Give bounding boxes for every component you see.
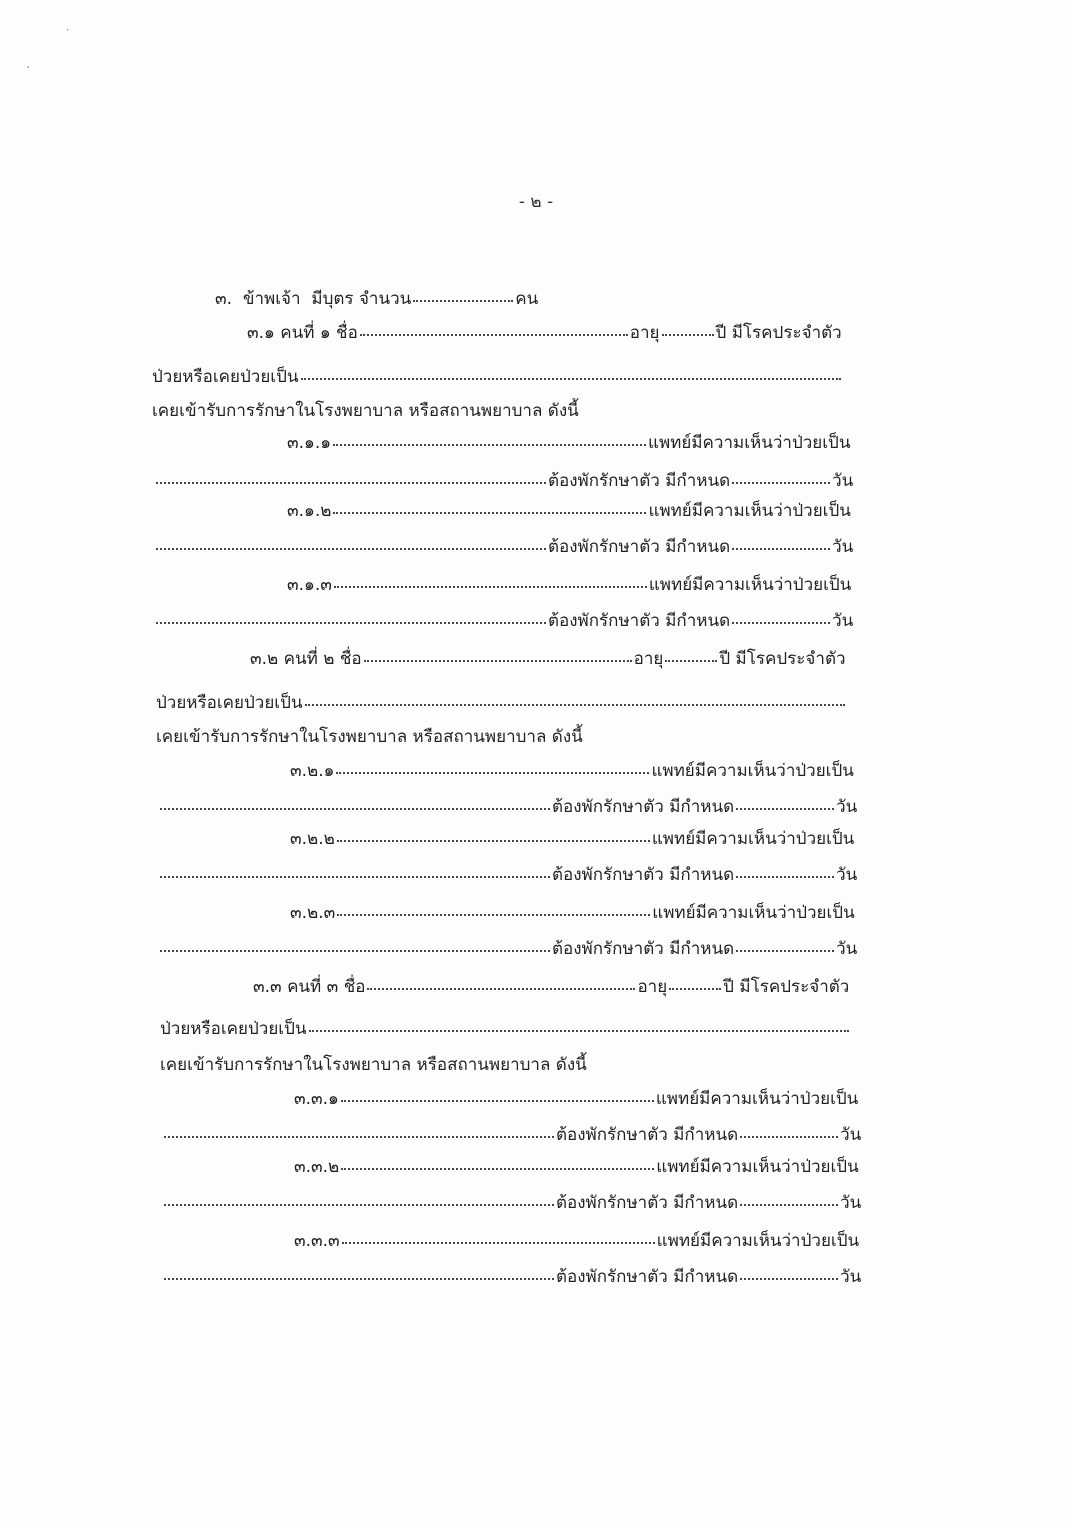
treatment-line (294, 1088, 858, 1110)
day-label: วัน (840, 1125, 862, 1145)
child-age-field[interactable] (665, 656, 717, 662)
sick-line (156, 692, 847, 714)
age-label: อายุ (633, 649, 664, 669)
doctor-opinion-label: แพทย์มีความเห็นว่าป่วยเป็น (648, 501, 851, 521)
rest-line (162, 1124, 861, 1146)
kon-thi-label: คนที่ (287, 977, 322, 997)
rest-line (154, 470, 853, 492)
hospital-field[interactable] (337, 836, 650, 842)
child-ordinal: ๑ (319, 323, 331, 343)
day-label: วัน (836, 797, 858, 817)
rest-days-field[interactable] (732, 478, 830, 484)
intro-unit: คน (515, 289, 539, 309)
scan-speck: ˙ (64, 28, 71, 44)
treatment-line (294, 1156, 859, 1178)
disease-label: ปี มีโรคประจำตัว (719, 649, 846, 669)
rest-days-field[interactable] (740, 1132, 838, 1138)
admitted-label: เคยเข้ารับการรักษาในโรงพยาบาล หรือสถานพยาบาล ดังนี้ (160, 1055, 587, 1075)
rest-line (158, 938, 857, 960)
rest-line (158, 864, 857, 886)
admitted-line (156, 726, 583, 748)
name-label: ชื่อ (336, 323, 358, 343)
child-header-line (247, 322, 842, 344)
diagnosis-field[interactable] (160, 946, 550, 952)
illness-field[interactable] (309, 1026, 849, 1032)
intro-text-1: ข้าพเจ้า (242, 289, 301, 309)
rest-label: ต้องพักรักษาตัว มีกำหนด (556, 1125, 739, 1145)
day-label: วัน (836, 939, 858, 959)
day-label: วัน (836, 865, 858, 885)
intro-text-2: มีบุตร (311, 289, 354, 309)
diagnosis-field[interactable] (160, 804, 550, 810)
treatment-number: ๓.๓.๓ (294, 1231, 340, 1251)
hospital-field[interactable] (333, 508, 646, 514)
rest-days-field[interactable] (740, 1274, 838, 1280)
rest-line (154, 536, 853, 558)
treatment-line (290, 902, 855, 924)
rest-label: ต้องพักรักษาตัว มีกำหนด (556, 1193, 739, 1213)
section-number: ๓. (215, 289, 233, 309)
child-ordinal: ๓ (326, 977, 339, 997)
rest-line (162, 1266, 861, 1288)
doctor-opinion-label: แพทย์มีความเห็นว่าป่วยเป็น (655, 1089, 859, 1109)
rest-label: ต้องพักรักษาตัว มีกำหนด (552, 797, 735, 817)
rest-days-field[interactable] (736, 804, 834, 810)
hospital-field[interactable] (336, 768, 649, 774)
rest-days-field[interactable] (736, 946, 834, 952)
child-age-field[interactable] (662, 330, 714, 336)
rest-label: ต้องพักรักษาตัว มีกำหนด (556, 1267, 739, 1287)
treatment-line (294, 1230, 859, 1252)
hospital-field[interactable] (342, 1238, 655, 1244)
sick-label: ป่วยหรือเคยป่วยเป็น (156, 693, 303, 713)
diagnosis-field[interactable] (156, 478, 546, 484)
child-name-field[interactable] (360, 330, 628, 336)
diagnosis-field[interactable] (164, 1132, 554, 1138)
age-label: อายุ (629, 323, 660, 343)
rest-label: ต้องพักรักษาตัว มีกำหนด (548, 611, 731, 631)
day-label: วัน (840, 1267, 862, 1287)
treatment-number: ๓.๑.๓ (287, 575, 332, 595)
rest-days-field[interactable] (740, 1200, 838, 1206)
disease-label: ปี มีโรคประจำตัว (723, 977, 850, 997)
disease-label: ปี มีโรคประจำตัว (715, 323, 842, 343)
hospital-field[interactable] (341, 1096, 654, 1102)
intro-text-3: จำนวน (358, 289, 412, 309)
treatment-number: ๓.๒.๑ (290, 761, 335, 781)
treatment-number: ๓.๒.๒ (290, 829, 335, 849)
rest-label: ต้องพักรักษาตัว มีกำหนด (552, 865, 735, 885)
rest-days-field[interactable] (736, 872, 834, 878)
treatment-number: ๓.๓.๑ (294, 1089, 339, 1109)
child-header-line (253, 976, 849, 998)
admitted-line (152, 400, 579, 422)
day-label: วัน (832, 537, 854, 557)
admitted-label: เคยเข้ารับการรักษาในโรงพยาบาล หรือสถานพยาบาล ดังนี้ (156, 727, 583, 747)
admitted-line (160, 1054, 587, 1076)
rest-days-field[interactable] (732, 618, 830, 624)
day-label: วัน (832, 611, 854, 631)
illness-field[interactable] (305, 700, 845, 706)
kon-thi-label: คนที่ (280, 323, 315, 343)
admitted-label: เคยเข้ารับการรักษาในโรงพยาบาล หรือสถานพยาบาล ดังนี้ (152, 401, 579, 421)
treatment-line (287, 432, 850, 454)
sick-label: ป่วยหรือเคยป่วยเป็น (160, 1019, 307, 1039)
treatment-number: ๓.๓.๒ (294, 1157, 340, 1177)
child-number: ๓.๒ (250, 649, 279, 669)
age-label: อายุ (637, 977, 668, 997)
children-count-field[interactable] (413, 296, 513, 302)
diagnosis-field[interactable] (164, 1274, 554, 1280)
diagnosis-field[interactable] (164, 1200, 554, 1206)
child-age-field[interactable] (669, 984, 721, 990)
kon-thi-label: คนที่ (283, 649, 318, 669)
treatment-line (287, 574, 851, 596)
doctor-opinion-label: แพทย์มีความเห็นว่าป่วยเป็น (656, 1231, 860, 1251)
doctor-opinion-label: แพทย์มีความเห็นว่าป่วยเป็น (648, 433, 851, 453)
treatment-line (290, 760, 854, 782)
rest-line (154, 610, 853, 632)
page-number: - ๒ - (518, 192, 554, 212)
rest-days-field[interactable] (732, 544, 830, 550)
day-label: วัน (840, 1193, 862, 1213)
hospital-field[interactable] (334, 582, 647, 588)
intro-line (215, 288, 538, 310)
treatment-number: ๓.๑.๑ (287, 433, 332, 453)
rest-label: ต้องพักรักษาตัว มีกำหนด (552, 939, 735, 959)
name-label: ชื่อ (339, 649, 362, 669)
diagnosis-field[interactable] (156, 618, 546, 624)
rest-line (162, 1192, 861, 1214)
sick-line (152, 366, 843, 388)
child-number: ๓.๓ (253, 977, 282, 997)
treatment-line (287, 500, 851, 522)
child-ordinal: ๒ (323, 649, 335, 669)
doctor-opinion-label: แพทย์มีความเห็นว่าป่วยเป็น (648, 575, 852, 595)
doctor-opinion-label: แพทย์มีความเห็นว่าป่วยเป็น (651, 761, 854, 781)
rest-line (158, 796, 857, 818)
hospital-field[interactable] (341, 1164, 654, 1170)
treatment-number: ๓.๑.๒ (287, 501, 332, 521)
hospital-field[interactable] (333, 440, 646, 446)
rest-label: ต้องพักรักษาตัว มีกำหนด (548, 471, 731, 491)
doctor-opinion-label: แพทย์มีความเห็นว่าป่วยเป็น (652, 903, 855, 923)
treatment-number: ๓.๒.๓ (290, 903, 336, 923)
rest-label: ต้องพักรักษาตัว มีกำหนด (548, 537, 731, 557)
diagnosis-field[interactable] (156, 544, 546, 550)
sick-line (160, 1018, 851, 1040)
hospital-field[interactable] (337, 910, 650, 916)
name-label: ชื่อ (343, 977, 366, 997)
illness-field[interactable] (301, 374, 841, 380)
child-name-field[interactable] (367, 984, 635, 990)
treatment-line (290, 828, 854, 850)
scan-speck: · (26, 60, 31, 76)
day-label: วัน (832, 471, 854, 491)
child-header-line (250, 648, 846, 670)
sick-label: ป่วยหรือเคยป่วยเป็น (152, 367, 299, 387)
child-number: ๓.๑ (247, 323, 275, 343)
doctor-opinion-label: แพทย์มีความเห็นว่าป่วยเป็น (651, 829, 855, 849)
child-name-field[interactable] (364, 656, 632, 662)
doctor-opinion-label: แพทย์มีความเห็นว่าป่วยเป็น (656, 1157, 859, 1177)
diagnosis-field[interactable] (160, 872, 550, 878)
